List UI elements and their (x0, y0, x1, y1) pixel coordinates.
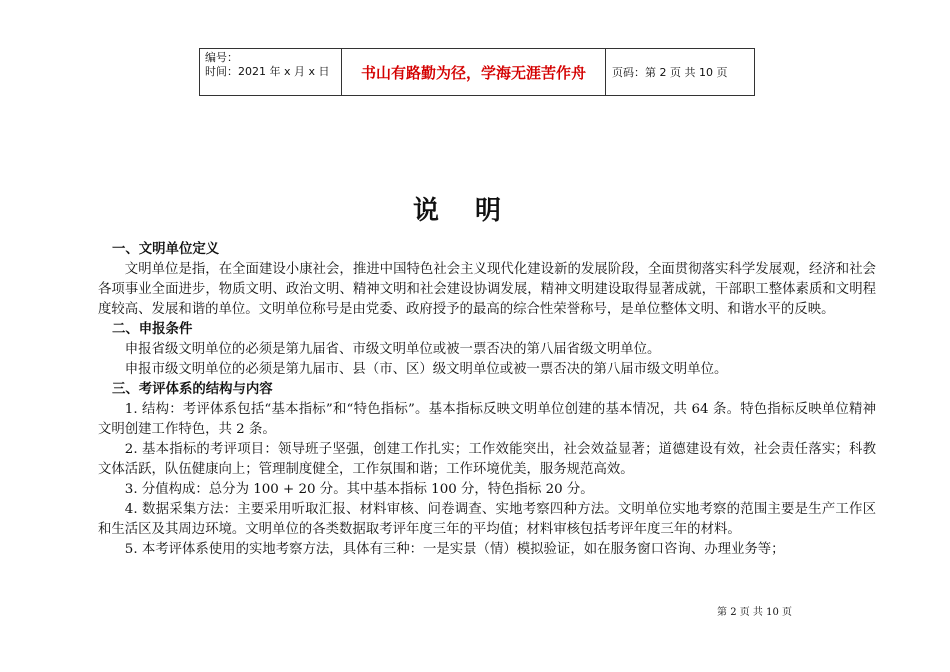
paragraph: 2. 基本指标的考评项目：领导班子坚强，创建工作扎实；工作效能突出，社会效益显著；道德建设有效，社会责任落实；科教文体活跃，队伍健康向上；管理制度健全，工作氛围和谐；工作环境优美，服务规范高效。 (98, 442, 876, 477)
section-heading-3: 三、考评体系的结构与内容 (112, 382, 273, 397)
paragraph: 5. 本考评体系使用的实地考察方法，具体有三种：一是实景（情）模拟验证，如在服务窗口咨询、办理业务等； (124, 542, 785, 557)
page-header (199, 48, 755, 96)
paragraph: 1. 结构：考评体系包括“基本指标”和“特色指标”。基本指标反映文明单位创建的基本情况，共 64 条。特色指标反映单位精神文明创建工作特色，共 2 条。 (98, 402, 876, 437)
page-footer: 第 2 页 共 10 页 (717, 607, 792, 618)
paragraph: 申报市级文明单位的必须是第九届市、县（市、区）级文明单位或被一票否决的第八届市级文明单位。 (124, 362, 728, 377)
number-label: 编号： (205, 51, 238, 64)
document-body (98, 240, 876, 560)
header-meta (200, 49, 342, 95)
page-title: 说明 (412, 196, 537, 226)
paragraph: 文明单位是指，在全面建设小康社会，推进中国特色社会主义现代化建设新的发展阶段，全面贯彻落实科学发展观，经济和社会各项事业全面进步，物质文明、政治文明、精神文明和社会建设协调发展，精神文明建设取得显著成就，干部职工整体素质和文明程度较高、发展和谐的单位。文明单位称号是由党委、政府授予的最高的综合性荣誉称号，是单位整体文明、和谐水平的反映。 (98, 262, 876, 317)
paragraph: 3. 分值构成：总分为 100 + 20 分。其中基本指标 100 分，特色指标 20 分。 (124, 482, 594, 497)
section-heading-2: 二、申报条件 (112, 322, 193, 337)
paragraph: 4. 数据采集方法：主要采用听取汇报、材料审核、问卷调查、实地考察四种方法。文明单位实地考察的范围主要是生产工作区和生活区及其周边环境。文明单位的各类数据取考评年度三年的平均值；材料审核包括考评年度三年的材料。 (98, 502, 876, 537)
time-label: 时间：2021 年 x 月 x 日 (205, 65, 330, 78)
motto: 书山有路勤为径，学海无涯苦作舟 (342, 49, 606, 95)
section-heading-1: 一、文明单位定义 (112, 242, 220, 257)
paragraph: 申报省级文明单位的必须是第九届省、市级文明单位或被一票否决的第八届省级文明单位。 (124, 342, 661, 357)
page-label: 页码：第 2 页 共 10 页 (612, 66, 728, 79)
